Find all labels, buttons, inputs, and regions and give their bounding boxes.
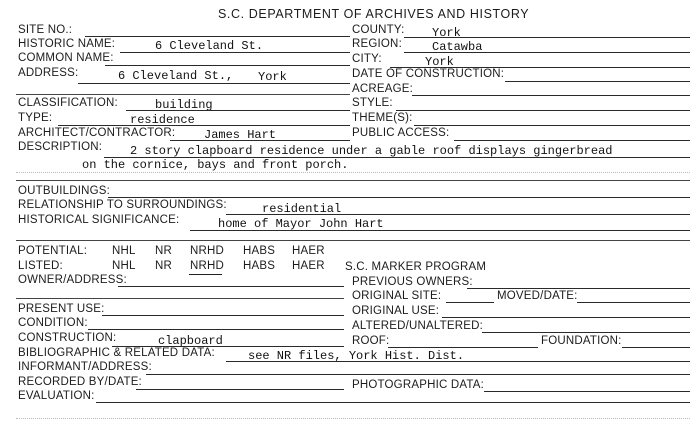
label-description: DESCRIPTION: bbox=[18, 141, 103, 153]
form-title: S.C. DEPARTMENT OF ARCHIVES AND HISTORY bbox=[218, 7, 530, 21]
bibliographic-line bbox=[226, 361, 690, 362]
value-address-street: 6 Cleveland St., bbox=[118, 69, 234, 83]
label-potential: POTENTIAL: bbox=[18, 245, 88, 257]
section-separator-1 bbox=[16, 94, 350, 95]
type-line bbox=[58, 125, 350, 126]
label-style: STYLE: bbox=[352, 97, 393, 109]
date-of-construction-line bbox=[505, 81, 690, 82]
label-moved-date: MOVED/DATE: bbox=[497, 290, 578, 302]
foundation-line bbox=[622, 347, 690, 348]
label-original-site: ORIGINAL SITE: bbox=[352, 290, 442, 302]
value-classification: building bbox=[155, 98, 213, 112]
label-type: TYPE: bbox=[18, 112, 53, 124]
label-themes: THEME(S): bbox=[352, 112, 413, 124]
label-public-access: PUBLIC ACCESS: bbox=[352, 127, 450, 139]
value-bibliographic: see NR files, York Hist. Dist. bbox=[248, 349, 465, 363]
listed-nrhd-underline bbox=[189, 274, 222, 275]
relationship-line bbox=[226, 214, 690, 215]
listed-nhl: NHL bbox=[112, 260, 136, 272]
value-description-line1: 2 story clapboard residence under a gable roof displays gingerbread bbox=[130, 144, 613, 158]
style-line bbox=[396, 110, 690, 111]
value-county: York bbox=[432, 26, 461, 40]
region-line bbox=[404, 52, 690, 53]
owner-address-line bbox=[118, 286, 344, 287]
acreage-line bbox=[412, 95, 690, 96]
value-historical-significance: home of Mayor John Hart bbox=[218, 217, 384, 231]
listed-nrhd: NRHD bbox=[190, 260, 225, 272]
themes-line bbox=[414, 125, 690, 126]
potential-habs: HABS bbox=[243, 245, 276, 257]
previous-owners-line bbox=[467, 288, 690, 289]
label-region: REGION: bbox=[352, 38, 402, 50]
roof-line bbox=[388, 347, 538, 348]
label-address: ADDRESS: bbox=[18, 67, 79, 79]
site-no-line bbox=[85, 36, 350, 37]
value-city: York bbox=[425, 55, 454, 69]
moved-date-line bbox=[577, 302, 690, 303]
label-historic-name: HISTORIC NAME: bbox=[18, 38, 116, 50]
value-region: Catawba bbox=[432, 40, 483, 54]
potential-nrhd: NRHD bbox=[190, 245, 225, 257]
label-bibliographic: BIBLIOGRAPHIC & RELATED DATA: bbox=[18, 347, 215, 359]
recorded-by-line bbox=[136, 389, 344, 390]
section-separator-4 bbox=[16, 298, 344, 299]
potential-haer: HAER bbox=[292, 245, 325, 257]
county-line bbox=[404, 37, 690, 38]
label-common-name: COMMON NAME: bbox=[18, 52, 114, 64]
section-separator-3 bbox=[16, 240, 690, 241]
section-separator-2 bbox=[16, 180, 690, 181]
label-architect: ARCHITECT/CONTRACTOR: bbox=[18, 127, 176, 139]
label-construction: CONSTRUCTION: bbox=[18, 332, 117, 344]
label-site-no: SITE NO.: bbox=[18, 24, 73, 36]
original-site-line bbox=[446, 302, 494, 303]
label-recorded-by: RECORDED BY/DATE: bbox=[18, 376, 142, 388]
listed-nr: NR bbox=[155, 260, 173, 272]
label-county: COUNTY: bbox=[352, 24, 405, 36]
historical-significance-line bbox=[190, 230, 690, 231]
label-foundation: FOUNDATION: bbox=[541, 335, 622, 347]
architect-line bbox=[170, 140, 350, 141]
label-historical-significance: HISTORICAL SIGNIFICANCE: bbox=[18, 214, 180, 226]
value-address-city: York bbox=[258, 70, 287, 84]
evaluation-line-1 bbox=[96, 402, 690, 403]
label-present-use: PRESENT USE: bbox=[18, 303, 105, 315]
value-historic-name: 6 Cleveland St. bbox=[155, 39, 264, 53]
label-acreage: ACREAGE: bbox=[352, 83, 414, 95]
listed-habs: HABS bbox=[243, 260, 276, 272]
photographic-data-line bbox=[484, 391, 690, 392]
label-relationship: RELATIONSHIP TO SURROUNDINGS: bbox=[18, 199, 227, 211]
public-access-line bbox=[454, 140, 690, 141]
label-previous-owners: PREVIOUS OWNERS: bbox=[352, 276, 473, 288]
informant-line bbox=[146, 374, 690, 375]
label-date-of-construction: DATE OF CONSTRUCTION: bbox=[352, 68, 505, 80]
label-city: CITY: bbox=[352, 53, 382, 65]
outbuildings-line bbox=[108, 197, 690, 198]
label-original-use: ORIGINAL USE: bbox=[352, 305, 440, 317]
label-classification: CLASSIFICATION: bbox=[18, 97, 118, 109]
value-relationship: residential bbox=[262, 202, 342, 216]
value-architect: James Hart bbox=[204, 128, 277, 142]
label-roof: ROOF: bbox=[352, 335, 390, 347]
condition-line bbox=[88, 329, 344, 330]
historic-name-line bbox=[120, 52, 350, 53]
label-owner-address: OWNER/ADDRESS: bbox=[18, 274, 127, 286]
altered-line bbox=[482, 332, 690, 333]
potential-nr: NR bbox=[155, 245, 173, 257]
label-evaluation: EVALUATION: bbox=[18, 390, 95, 402]
evaluation-line-2 bbox=[16, 418, 690, 419]
present-use-line bbox=[102, 315, 344, 316]
label-condition: CONDITION: bbox=[18, 317, 88, 329]
label-outbuildings: OUTBUILDINGS: bbox=[18, 185, 111, 197]
description-line-2 bbox=[16, 172, 690, 173]
label-informant: INFORMANT/ADDRESS: bbox=[18, 361, 152, 373]
listed-haer: HAER bbox=[292, 260, 325, 272]
label-altered: ALTERED/UNALTERED: bbox=[352, 320, 483, 332]
address-line bbox=[78, 83, 350, 84]
value-description-line2: on the cornice, bays and front porch. bbox=[82, 158, 349, 172]
value-construction: clapboard bbox=[158, 334, 223, 348]
common-name-line bbox=[105, 65, 350, 66]
label-listed: LISTED: bbox=[18, 260, 63, 272]
original-use-line bbox=[442, 317, 690, 318]
potential-nhl: NHL bbox=[112, 245, 136, 257]
classification-line bbox=[126, 110, 350, 111]
label-marker-program: S.C. MARKER PROGRAM bbox=[345, 261, 487, 273]
label-photographic-data: PHOTOGRAPHIC DATA: bbox=[352, 379, 485, 391]
value-type: residence bbox=[130, 113, 195, 127]
